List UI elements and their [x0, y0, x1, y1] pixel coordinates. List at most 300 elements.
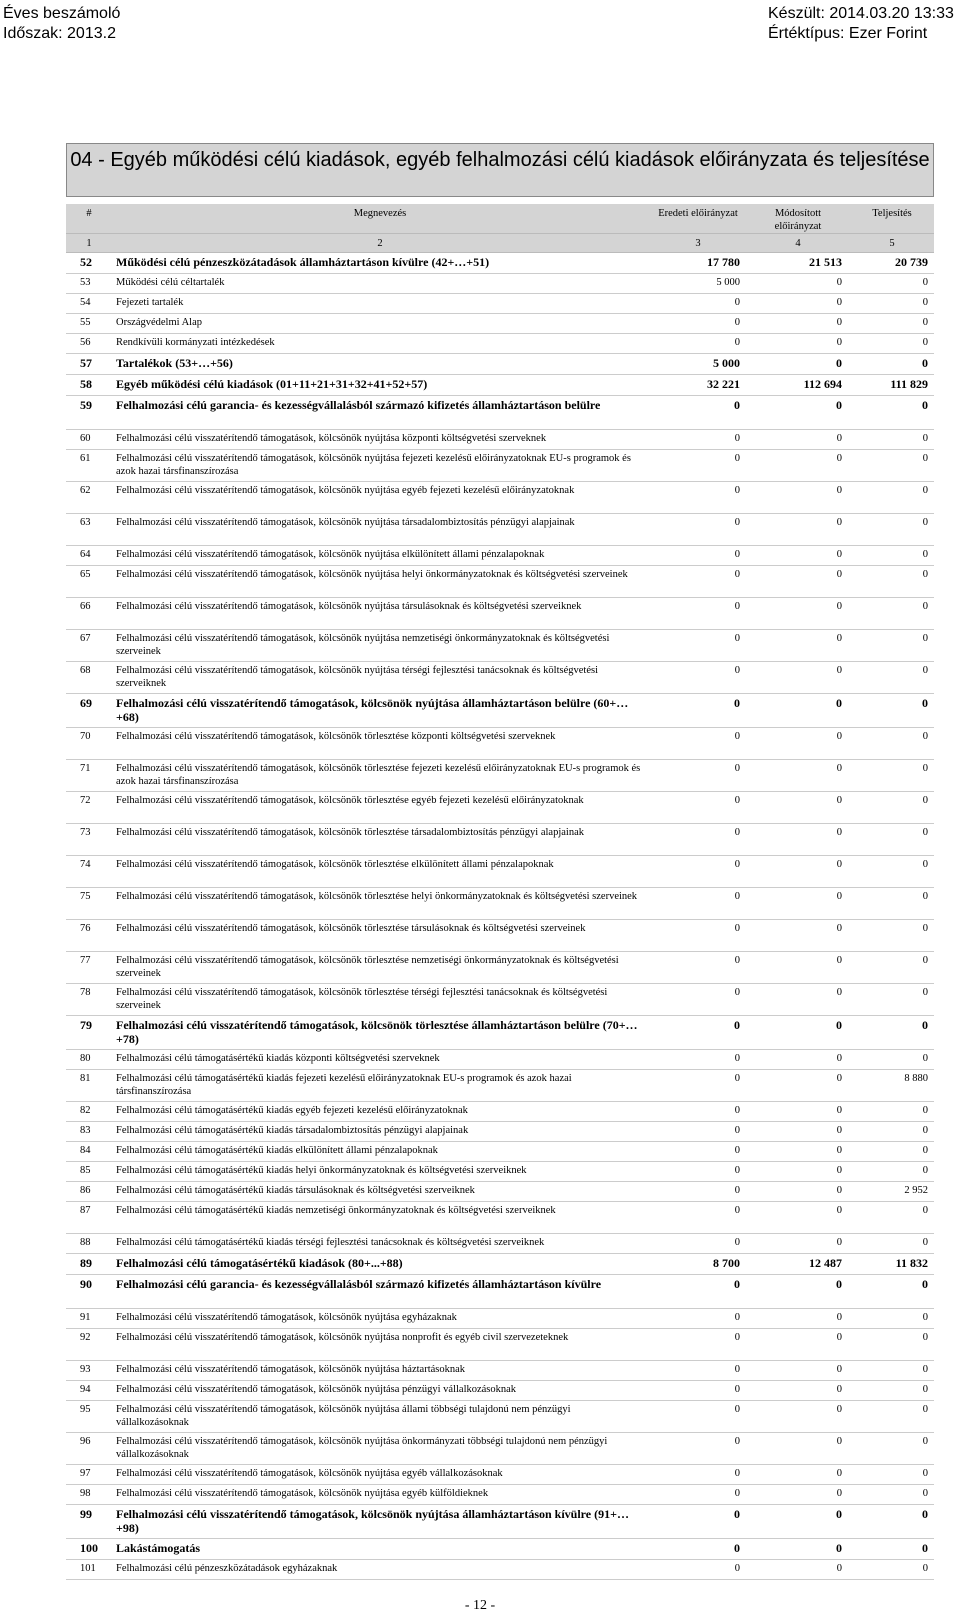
row-actual-value: 0 [848, 1401, 934, 1433]
row-name: Felhalmozási célú támogatásértékű kiadás központi költségvetési szerveknek [110, 1050, 648, 1070]
row-name: Felhalmozási célú visszatérítendő támogatások, kölcsönök törlesztése központi költségvetési szerveknek [110, 728, 648, 760]
row-actual-value: 0 [848, 1102, 934, 1122]
row-actual-value: 0 [848, 430, 934, 450]
table-row [66, 598, 934, 630]
table-row [66, 546, 934, 566]
row-number: 57 [66, 354, 110, 375]
row-actual-value: 111 829 [848, 375, 934, 396]
table-row [66, 1016, 934, 1050]
table-row [66, 630, 934, 662]
row-number: 54 [66, 294, 110, 314]
row-modified-value: 112 694 [746, 375, 848, 396]
row-name: Felhalmozási célú támogatásértékű kiadás társadalombiztosítás pénzügyi alapjainak [110, 1122, 648, 1142]
row-original-value: 0 [648, 792, 746, 824]
row-original-value: 0 [648, 1016, 746, 1050]
row-actual-value: 0 [848, 920, 934, 952]
row-name: Felhalmozási célú visszatérítendő támogatások, kölcsönök nyújtása egyéb külföldieknek [110, 1485, 648, 1505]
table-row [66, 1275, 934, 1309]
col-number-5: 5 [848, 234, 934, 253]
table-row [66, 1505, 934, 1539]
row-name: Felhalmozási célú visszatérítendő támogatások, kölcsönök törlesztése társulásoknak és költségvetési szerveinek [110, 920, 648, 952]
row-number: 78 [66, 984, 110, 1016]
table-row [66, 662, 934, 694]
row-number: 87 [66, 1202, 110, 1234]
table-row [66, 1234, 934, 1254]
row-actual-value: 11 832 [848, 1254, 934, 1275]
row-number: 101 [66, 1560, 110, 1580]
row-name: Felhalmozási célú visszatérítendő támogatások, kölcsönök nyújtása államháztartáson kívülre (91+…+98) [110, 1505, 648, 1539]
row-original-value: 0 [648, 1070, 746, 1102]
row-original-value: 0 [648, 1050, 746, 1070]
row-actual-value: 0 [848, 1560, 934, 1580]
table-row [66, 1309, 934, 1329]
row-original-value: 0 [648, 1401, 746, 1433]
row-number: 64 [66, 546, 110, 566]
row-original-value: 0 [648, 1309, 746, 1329]
row-original-value: 0 [648, 1102, 746, 1122]
row-modified-value: 0 [746, 952, 848, 984]
row-number: 92 [66, 1329, 110, 1361]
row-name: Felhalmozási célú visszatérítendő támogatások, kölcsönök nyújtása háztartásoknak [110, 1361, 648, 1381]
row-actual-value: 0 [848, 662, 934, 694]
row-original-value: 0 [648, 334, 746, 354]
row-number: 79 [66, 1016, 110, 1050]
row-name: Tartalékok (53+…+56) [110, 354, 648, 375]
row-actual-value: 0 [848, 1016, 934, 1050]
row-name: Felhalmozási célú visszatérítendő támogatások, kölcsönök nyújtása központi költségvetési szerveknek [110, 430, 648, 450]
row-modified-value: 0 [746, 1202, 848, 1234]
table-row [66, 354, 934, 375]
row-name: Felhalmozási célú pénzeszközátadások egyházaknak [110, 1560, 648, 1580]
row-number: 67 [66, 630, 110, 662]
row-number: 60 [66, 430, 110, 450]
row-name: Fejezeti tartalék [110, 294, 648, 314]
row-actual-value: 0 [848, 1275, 934, 1309]
row-original-value: 0 [648, 984, 746, 1016]
row-modified-value: 0 [746, 566, 848, 598]
page-number: - 12 - [464, 1598, 496, 1613]
row-actual-value: 0 [848, 514, 934, 546]
table-row [66, 566, 934, 598]
row-original-value: 0 [648, 430, 746, 450]
row-actual-value: 0 [848, 1234, 934, 1254]
row-actual-value: 0 [848, 450, 934, 482]
row-actual-value: 20 739 [848, 253, 934, 274]
row-number: 82 [66, 1102, 110, 1122]
row-modified-value: 0 [746, 274, 848, 294]
row-modified-value: 0 [746, 760, 848, 792]
row-original-value: 0 [648, 1539, 746, 1560]
row-actual-value: 0 [848, 1485, 934, 1505]
table-row [66, 430, 934, 450]
table-row [66, 253, 934, 274]
row-number: 74 [66, 856, 110, 888]
row-number: 98 [66, 1485, 110, 1505]
row-modified-value: 0 [746, 334, 848, 354]
row-actual-value: 0 [848, 1539, 934, 1560]
table-row [66, 1560, 934, 1580]
row-original-value: 0 [648, 450, 746, 482]
table-row [66, 1361, 934, 1381]
row-original-value: 0 [648, 888, 746, 920]
row-name: Lakástámogatás [110, 1539, 648, 1560]
row-modified-value: 0 [746, 1122, 848, 1142]
row-actual-value: 0 [848, 1361, 934, 1381]
row-actual-value: 0 [848, 1309, 934, 1329]
row-number: 65 [66, 566, 110, 598]
row-modified-value: 0 [746, 792, 848, 824]
row-original-value: 0 [648, 728, 746, 760]
table-row [66, 856, 934, 888]
row-original-value: 5 000 [648, 354, 746, 375]
created-date: Készült: 2014.03.20 13:33 [768, 5, 954, 22]
row-number: 97 [66, 1465, 110, 1485]
col-mod-header: Módosított előirányzat [746, 204, 848, 234]
row-modified-value: 0 [746, 546, 848, 566]
row-modified-value: 21 513 [746, 253, 848, 274]
row-name: Felhalmozási célú visszatérítendő támogatások, kölcsönök törlesztése társadalombiztosítás pénzügyi alapjainak [110, 824, 648, 856]
table-row [66, 482, 934, 514]
row-number: 93 [66, 1361, 110, 1381]
table-row [66, 1050, 934, 1070]
row-modified-value: 0 [746, 1381, 848, 1401]
table-row [66, 1401, 934, 1433]
table-row [66, 1485, 934, 1505]
row-modified-value: 0 [746, 1485, 848, 1505]
row-name: Felhalmozási célú támogatásértékű kiadás társulásoknak és költségvetési szerveiknek [110, 1182, 648, 1202]
table-row [66, 1202, 934, 1234]
row-original-value: 0 [648, 314, 746, 334]
row-actual-value: 0 [848, 314, 934, 334]
row-original-value: 5 000 [648, 274, 746, 294]
row-modified-value: 0 [746, 1465, 848, 1485]
value-type: Értéktípus: Ezer Forint [768, 25, 928, 42]
col-number-4: 4 [746, 234, 848, 253]
row-modified-value: 12 487 [746, 1254, 848, 1275]
row-actual-value: 0 [848, 984, 934, 1016]
row-original-value: 0 [648, 546, 746, 566]
row-name: Felhalmozási célú visszatérítendő támogatások, kölcsönök törlesztése térségi fejlesztési tanácsoknak és költségvetési szerveinek [110, 984, 648, 1016]
row-name: Felhalmozási célú visszatérítendő támogatások, kölcsönök nyújtása nonprofit és egyéb civil szervezeteknek [110, 1329, 648, 1361]
row-original-value: 0 [648, 1505, 746, 1539]
row-modified-value: 0 [746, 1560, 848, 1580]
row-actual-value: 0 [848, 1505, 934, 1539]
column-number-row [66, 234, 934, 253]
row-actual-value: 0 [848, 824, 934, 856]
row-name: Működési célú céltartalék [110, 274, 648, 294]
row-modified-value: 0 [746, 662, 848, 694]
row-modified-value: 0 [746, 1329, 848, 1361]
row-modified-value: 0 [746, 824, 848, 856]
row-actual-value: 8 880 [848, 1070, 934, 1102]
row-modified-value: 0 [746, 1102, 848, 1122]
row-actual-value: 0 [848, 1122, 934, 1142]
row-original-value: 0 [648, 1329, 746, 1361]
row-name: Felhalmozási célú támogatásértékű kiadás térségi fejlesztési tanácsoknak és költségvetési szerveiknek [110, 1234, 648, 1254]
row-name: Felhalmozási célú visszatérítendő támogatások, kölcsönök törlesztése elkülönített állami pénzalapoknak [110, 856, 648, 888]
col-done-header: Teljesítés [848, 204, 934, 234]
row-number: 62 [66, 482, 110, 514]
row-original-value: 0 [648, 1433, 746, 1465]
row-modified-value: 0 [746, 1505, 848, 1539]
row-number: 58 [66, 375, 110, 396]
row-original-value: 0 [648, 824, 746, 856]
row-actual-value: 0 [848, 888, 934, 920]
table-row [66, 952, 934, 984]
row-number: 56 [66, 334, 110, 354]
row-modified-value: 0 [746, 598, 848, 630]
row-modified-value: 0 [746, 514, 848, 546]
row-number: 72 [66, 792, 110, 824]
col-number-2: 2 [110, 234, 648, 253]
row-original-value: 0 [648, 598, 746, 630]
table-row [66, 728, 934, 760]
row-modified-value: 0 [746, 1275, 848, 1309]
row-name: Felhalmozási célú visszatérítendő támogatások, kölcsönök nyújtása állami többségi tulajdonú nem pénzügyi vállalkozásoknak [110, 1401, 648, 1433]
row-actual-value: 0 [848, 1142, 934, 1162]
table-row [66, 792, 934, 824]
row-actual-value: 0 [848, 396, 934, 430]
row-modified-value: 0 [746, 1016, 848, 1050]
table-row [66, 274, 934, 294]
table-row [66, 1102, 934, 1122]
col-name-header: Megnevezés [110, 204, 648, 234]
row-number: 81 [66, 1070, 110, 1102]
row-modified-value: 0 [746, 1162, 848, 1182]
table-row [66, 888, 934, 920]
row-name: Egyéb működési célú kiadások (01+11+21+31+32+41+52+57) [110, 375, 648, 396]
table-row [66, 1329, 934, 1361]
row-name: Országvédelmi Alap [110, 314, 648, 334]
row-name: Felhalmozási célú visszatérítendő támogatások, kölcsönök törlesztése fejezeti kezelésű előirányzatoknak EU-s programok és azok hazai társfinanszírozása [110, 760, 648, 792]
table-row [66, 1254, 934, 1275]
row-number: 94 [66, 1381, 110, 1401]
row-original-value: 0 [648, 1234, 746, 1254]
row-original-value: 0 [648, 1560, 746, 1580]
row-modified-value: 0 [746, 630, 848, 662]
row-modified-value: 0 [746, 314, 848, 334]
row-number: 84 [66, 1142, 110, 1162]
row-name: Felhalmozási célú garancia- és kezességvállalásból származó kifizetés államháztartáson belülre [110, 396, 648, 430]
row-name: Felhalmozási célú visszatérítendő támogatások, kölcsönök nyújtása államháztartáson belülre (60+…+68) [110, 694, 648, 728]
row-actual-value: 0 [848, 566, 934, 598]
row-number: 52 [66, 253, 110, 274]
row-number: 76 [66, 920, 110, 952]
row-modified-value: 0 [746, 1361, 848, 1381]
row-actual-value: 0 [848, 1465, 934, 1485]
row-actual-value: 0 [848, 294, 934, 314]
row-actual-value: 0 [848, 1433, 934, 1465]
row-name: Felhalmozási célú visszatérítendő támogatások, kölcsönök törlesztése nemzetiségi önkormányzatoknak és költségvetési szerveinek [110, 952, 648, 984]
column-header-row [66, 204, 934, 234]
row-number: 71 [66, 760, 110, 792]
row-number: 86 [66, 1182, 110, 1202]
table-row [66, 1381, 934, 1401]
row-number: 88 [66, 1234, 110, 1254]
table-row [66, 294, 934, 314]
row-name: Felhalmozási célú visszatérítendő támogatások, kölcsönök nyújtása egyházaknak [110, 1309, 648, 1329]
row-original-value: 0 [648, 952, 746, 984]
row-actual-value: 0 [848, 598, 934, 630]
row-name: Felhalmozási célú visszatérítendő támogatások, kölcsönök törlesztése egyéb fejezeti kezelésű előirányzatoknak [110, 792, 648, 824]
page-title: 04 - Egyéb működési célú kiadások, egyéb felhalmozási célú kiadások előirányzata és teljesítése [66, 143, 934, 197]
row-actual-value: 0 [848, 1381, 934, 1401]
row-actual-value: 0 [848, 630, 934, 662]
row-actual-value: 0 [848, 1202, 934, 1234]
row-number: 83 [66, 1122, 110, 1142]
row-modified-value: 0 [746, 1142, 848, 1162]
row-original-value: 0 [648, 662, 746, 694]
row-original-value: 0 [648, 1162, 746, 1182]
report-period: Időszak: 2013.2 [3, 25, 116, 42]
row-number: 69 [66, 694, 110, 728]
table-row [66, 920, 934, 952]
row-name: Felhalmozási célú visszatérítendő támogatások, kölcsönök törlesztése államháztartáson belülre (70+…+78) [110, 1016, 648, 1050]
row-original-value: 0 [648, 1361, 746, 1381]
row-number: 95 [66, 1401, 110, 1433]
row-number: 66 [66, 598, 110, 630]
row-modified-value: 0 [746, 1433, 848, 1465]
table-row [66, 514, 934, 546]
row-modified-value: 0 [746, 694, 848, 728]
row-number: 68 [66, 662, 110, 694]
row-number: 77 [66, 952, 110, 984]
row-number: 85 [66, 1162, 110, 1182]
row-name: Felhalmozási célú visszatérítendő támogatások, kölcsönök nyújtása fejezeti kezelésű előirányzatoknak EU-s programok és azok hazai társfinanszírozása [110, 450, 648, 482]
row-modified-value: 0 [746, 728, 848, 760]
row-name: Felhalmozási célú visszatérítendő támogatások, kölcsönök nyújtása egyéb fejezeti kezelésű előirányzatoknak [110, 482, 648, 514]
row-original-value: 0 [648, 760, 746, 792]
col-number-1: 1 [66, 234, 110, 253]
row-original-value: 0 [648, 482, 746, 514]
row-original-value: 0 [648, 694, 746, 728]
row-name: Felhalmozási célú garancia- és kezességvállalásból származó kifizetés államháztartáson kívülre [110, 1275, 648, 1309]
row-actual-value: 0 [848, 1329, 934, 1361]
row-actual-value: 0 [848, 856, 934, 888]
row-number: 96 [66, 1433, 110, 1465]
row-name: Felhalmozási célú visszatérítendő támogatások, kölcsönök nyújtása társadalombiztosítás pénzügyi alapjainak [110, 514, 648, 546]
row-number: 59 [66, 396, 110, 430]
col-orig-header: Eredeti előirányzat [648, 204, 746, 234]
row-original-value: 0 [648, 1485, 746, 1505]
table-row [66, 1433, 934, 1465]
row-original-value: 0 [648, 1202, 746, 1234]
row-actual-value: 0 [848, 354, 934, 375]
row-original-value: 0 [648, 1142, 746, 1162]
row-original-value: 0 [648, 1381, 746, 1401]
row-number: 80 [66, 1050, 110, 1070]
row-actual-value: 0 [848, 760, 934, 792]
table-row [66, 1539, 934, 1560]
table-row [66, 760, 934, 792]
col-number-3: 3 [648, 234, 746, 253]
row-original-value: 0 [648, 566, 746, 598]
table-row [66, 694, 934, 728]
row-name: Felhalmozási célú visszatérítendő támogatások, kölcsönök nyújtása helyi önkormányzatoknak és költségvetési szerveinek [110, 566, 648, 598]
row-modified-value: 0 [746, 1539, 848, 1560]
row-number: 61 [66, 450, 110, 482]
row-modified-value: 0 [746, 1234, 848, 1254]
row-actual-value: 0 [848, 1162, 934, 1182]
table-row [66, 450, 934, 482]
row-original-value: 0 [648, 856, 746, 888]
row-name: Működési célú pénzeszközátadások államháztartáson kívülre (42+…+51) [110, 253, 648, 274]
row-actual-value: 0 [848, 546, 934, 566]
row-modified-value: 0 [746, 1182, 848, 1202]
row-original-value: 17 780 [648, 253, 746, 274]
row-name: Felhalmozási célú támogatásértékű kiadás nemzetiségi önkormányzatoknak és költségvetési szerveiknek [110, 1202, 648, 1234]
row-number: 70 [66, 728, 110, 760]
table-row [66, 1070, 934, 1102]
row-modified-value: 0 [746, 396, 848, 430]
row-modified-value: 0 [746, 984, 848, 1016]
table-row [66, 1465, 934, 1485]
row-name: Felhalmozási célú visszatérítendő támogatások, kölcsönök nyújtása önkormányzati többségi tulajdonú nem pénzügyi vállalkozásoknak [110, 1433, 648, 1465]
table-row [66, 1182, 934, 1202]
row-modified-value: 0 [746, 888, 848, 920]
row-number: 63 [66, 514, 110, 546]
row-modified-value: 0 [746, 920, 848, 952]
header-right [768, 4, 954, 44]
row-original-value: 0 [648, 630, 746, 662]
row-actual-value: 0 [848, 952, 934, 984]
row-number: 75 [66, 888, 110, 920]
row-actual-value: 0 [848, 792, 934, 824]
row-original-value: 0 [648, 396, 746, 430]
row-original-value: 0 [648, 1275, 746, 1309]
table-row [66, 1122, 934, 1142]
row-actual-value: 0 [848, 334, 934, 354]
row-number: 53 [66, 274, 110, 294]
row-modified-value: 0 [746, 1070, 848, 1102]
row-actual-value: 0 [848, 694, 934, 728]
row-number: 91 [66, 1309, 110, 1329]
row-original-value: 32 221 [648, 375, 746, 396]
header-left [3, 4, 120, 44]
row-original-value: 0 [648, 1182, 746, 1202]
table-row [66, 334, 934, 354]
row-original-value: 0 [648, 514, 746, 546]
row-name: Felhalmozási célú támogatásértékű kiadások (80+...+88) [110, 1254, 648, 1275]
report-title: Éves beszámoló [3, 5, 121, 22]
row-modified-value: 0 [746, 856, 848, 888]
row-modified-value: 0 [746, 430, 848, 450]
row-name: Felhalmozási célú támogatásértékű kiadás egyéb fejezeti kezelésű előirányzatoknak [110, 1102, 648, 1122]
row-original-value: 0 [648, 294, 746, 314]
row-actual-value: 2 952 [848, 1182, 934, 1202]
row-original-value: 0 [648, 920, 746, 952]
row-number: 89 [66, 1254, 110, 1275]
table-row [66, 1142, 934, 1162]
row-name: Felhalmozási célú visszatérítendő támogatások, kölcsönök nyújtása pénzügyi vállalkozásoknak [110, 1381, 648, 1401]
col-num-header: # [66, 204, 110, 234]
row-number: 90 [66, 1275, 110, 1309]
table-row [66, 396, 934, 430]
table-row [66, 375, 934, 396]
row-number: 100 [66, 1539, 110, 1560]
row-modified-value: 0 [746, 482, 848, 514]
row-modified-value: 0 [746, 1050, 848, 1070]
row-name: Felhalmozási célú visszatérítendő támogatások, kölcsönök nyújtása elkülönített állami pénzalapoknak [110, 546, 648, 566]
row-modified-value: 0 [746, 1309, 848, 1329]
row-number: 55 [66, 314, 110, 334]
table-row [66, 984, 934, 1016]
row-name: Felhalmozási célú visszatérítendő támogatások, kölcsönök nyújtása térségi fejlesztési tanácsoknak és költségvetési szerveiknek [110, 662, 648, 694]
row-modified-value: 0 [746, 450, 848, 482]
row-name: Felhalmozási célú visszatérítendő támogatások, kölcsönök nyújtása nemzetiségi önkormányzatoknak és költségvetési szerveinek [110, 630, 648, 662]
row-actual-value: 0 [848, 1050, 934, 1070]
table-row [66, 824, 934, 856]
